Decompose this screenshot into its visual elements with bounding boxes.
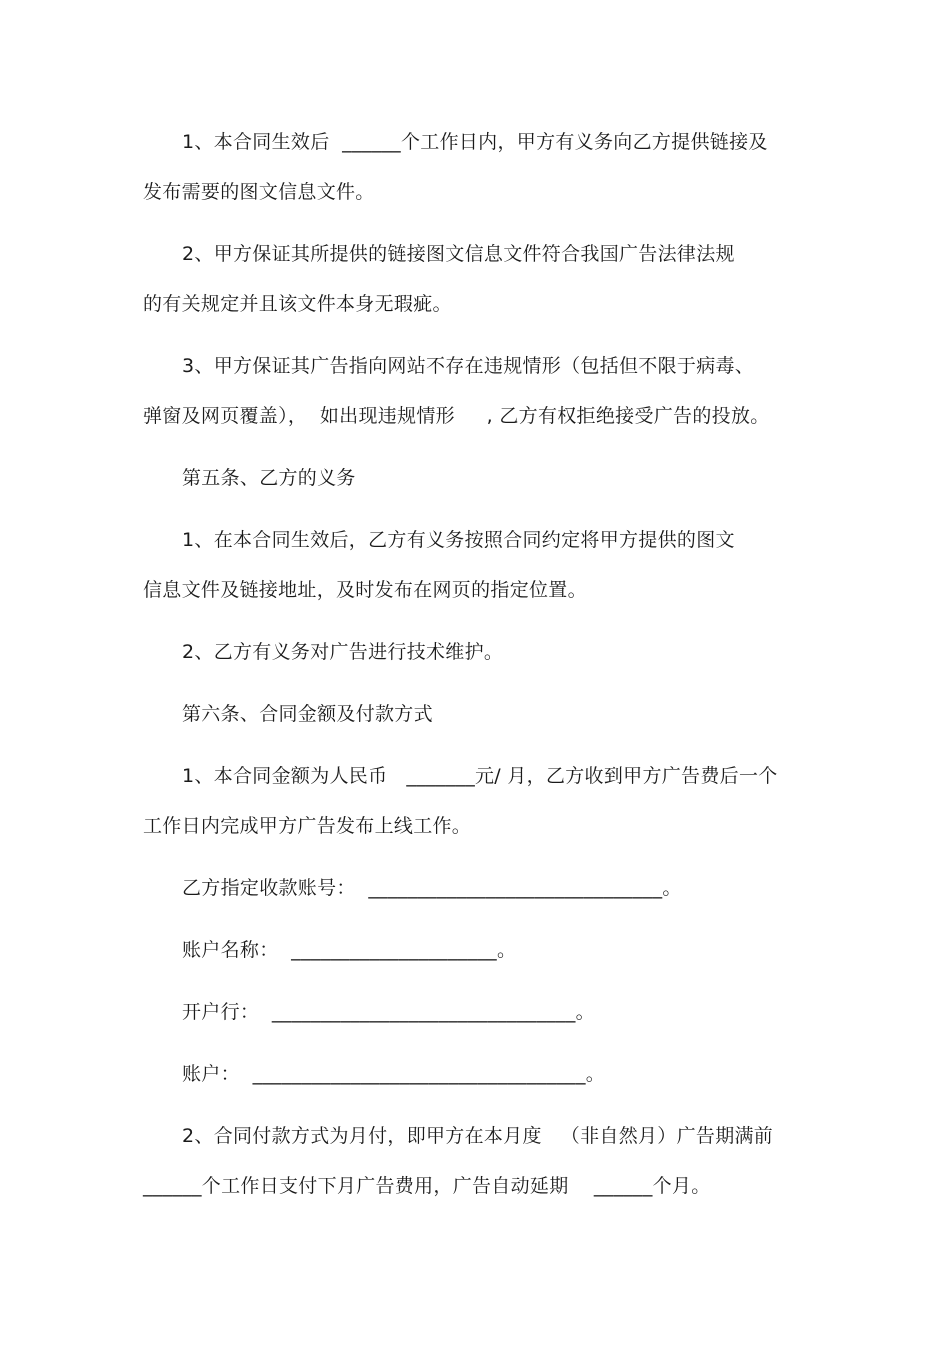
clause-6-item-1-line-1: 1、本合同金额为人民币 _______元/ 月，乙方收到甲方广告费后一个 (182, 765, 778, 787)
account-line: 账户： __________________________________。 (182, 1063, 606, 1085)
account-name-line: 账户名称： _____________________。 (182, 939, 517, 961)
clause-4-item-1-line-2: 发布需要的图文信息文件。 (143, 181, 375, 203)
designated-account-line: 乙方指定收款账号： ______________________________。 (182, 877, 682, 899)
clause-4-item-2-line-2: 的有关规定并且该文件本身无瑕疵。 (143, 293, 452, 315)
clause-4-item-3-line-1: 3、甲方保证其广告指向网站不存在违规情形（包括但不限于病毒、 (182, 355, 755, 377)
clause-6-item-1-line-2: 工作日内完成甲方广告发布上线工作。 (143, 815, 472, 837)
article-5-heading: 第五条、乙方的义务 (182, 467, 356, 489)
clause-4-item-2-line-1: 2、甲方保证其所提供的链接图文信息文件符合我国广告法律法规 (182, 243, 735, 265)
article-6-heading: 第六条、合同金额及付款方式 (182, 703, 433, 725)
bank-line: 开户行： _______________________________。 (182, 1001, 595, 1023)
clause-5-item-2: 2、乙方有义务对广告进行技术维护。 (182, 641, 504, 663)
clause-6-item-2-line-1: 2、合同付款方式为月付，即甲方在本月度 （非自然月）广告期满前 (182, 1125, 774, 1147)
clause-5-item-1-line-1: 1、在本合同生效后，乙方有义务按照合同约定将甲方提供的图文 (182, 529, 735, 551)
clause-6-item-2-line-2: ______个工作日支付下月广告费用，广告自动延期 ______个月。 (143, 1175, 711, 1197)
clause-4-item-3-line-2: 弹窗及网页覆盖）， 如出现违规情形 , 乙方有权拒绝接受广告的投放。 (143, 405, 770, 427)
clause-5-item-1-line-2: 信息文件及链接地址，及时发布在网页的指定位置。 (143, 579, 587, 601)
clause-4-item-1-line-1: 1、本合同生效后 ______个工作日内，甲方有义务向乙方提供链接及 (182, 131, 768, 153)
